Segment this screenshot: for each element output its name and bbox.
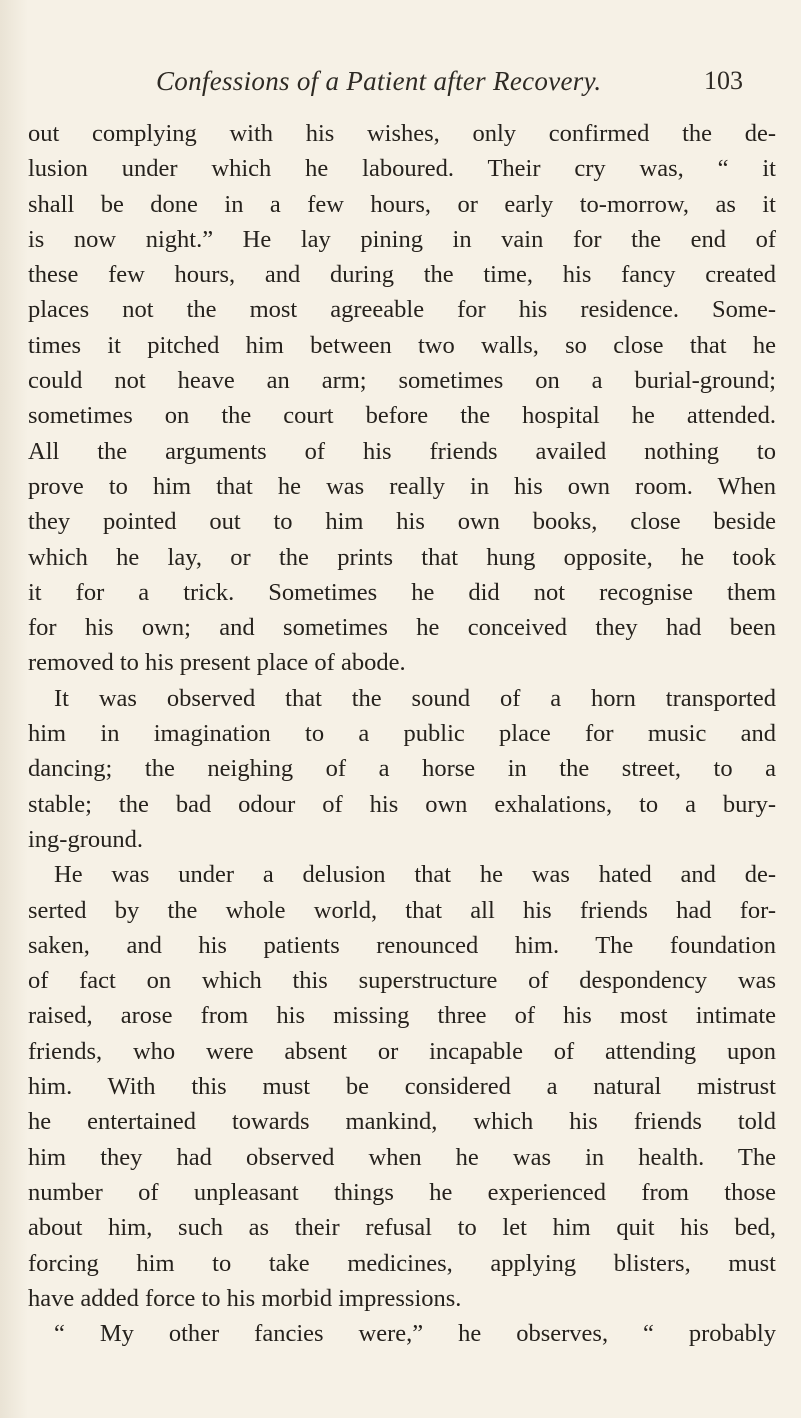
- text-line: shall be done in a few hours, or early to-morrow, as it: [28, 190, 776, 218]
- text-line: him in imagination to a public place for music and: [28, 720, 776, 748]
- text-line: he entertained towards mankind, which his friends told: [28, 1108, 776, 1136]
- text-line: stable; the bad odour of his own exhalations, to a bury-: [28, 790, 776, 818]
- running-title: Confessions of a Patient after Recovery.: [156, 66, 602, 96]
- text-line: for his own; and sometimes he conceived they had been: [28, 614, 776, 642]
- text-line: him. With this must be considered a natural mistrust: [28, 1073, 776, 1101]
- text-line: number of unpleasant things he experienced from those: [28, 1178, 776, 1206]
- text-line: him they had observed when he was in health. The: [28, 1143, 776, 1171]
- text-line: prove to him that he was really in his own room. When: [28, 472, 776, 500]
- text-line: forcing him to take medicines, applying blisters, must: [28, 1249, 776, 1277]
- text-line: is now night.” He lay pining in vain for the end of: [28, 225, 776, 253]
- text-line: removed to his present place of abode.: [28, 649, 406, 677]
- text-line: these few hours, and during the time, his fancy created: [28, 261, 776, 289]
- text-line: serted by the whole world, that all his friends had for-: [28, 896, 776, 924]
- text-line: All the arguments of his friends availed nothing to: [28, 437, 776, 465]
- text-line: places not the most agreeable for his residence. Some-: [28, 296, 776, 324]
- text-line: raised, arose from his missing three of his most intimate: [28, 1002, 776, 1030]
- text-line: it for a trick. Sometimes he did not recognise them: [28, 578, 776, 606]
- text-line: friends, who were absent or incapable of attending upon: [28, 1037, 776, 1065]
- text-line: which he lay, or the prints that hung opposite, he took: [28, 543, 776, 571]
- text-line: about him, such as their refusal to let him quit his bed,: [28, 1214, 776, 1242]
- text-line: they pointed out to him his own books, close beside: [28, 508, 776, 536]
- text-line: could not heave an arm; sometimes on a burial-ground;: [28, 367, 776, 395]
- body-text: [28, 116, 776, 1351]
- text-line: It was observed that the sound of a horn transported: [54, 684, 776, 712]
- text-line: saken, and his patients renounced him. The foundation: [28, 931, 776, 959]
- text-line: have added force to his morbid impressions.: [28, 1284, 462, 1312]
- page-number: 103: [704, 66, 743, 95]
- page-header: [0, 66, 801, 106]
- text-line: sometimes on the court before the hospital he attended.: [28, 402, 776, 430]
- text-line: of fact on which this superstructure of despondency was: [28, 967, 776, 995]
- text-line: times it pitched him between two walls, so close that he: [28, 331, 776, 359]
- text-line: ing-ground.: [28, 825, 143, 853]
- text-line: out complying with his wishes, only confirmed the de-: [28, 120, 776, 147]
- text-line: lusion under which he laboured. Their cry was, “ it: [28, 155, 776, 183]
- text-line: dancing; the neighing of a horse in the street, to a: [28, 755, 776, 783]
- text-line: He was under a delusion that he was hated and de-: [54, 861, 776, 889]
- text-line: “ My other fancies were,” he observes, “ probably: [54, 1320, 776, 1348]
